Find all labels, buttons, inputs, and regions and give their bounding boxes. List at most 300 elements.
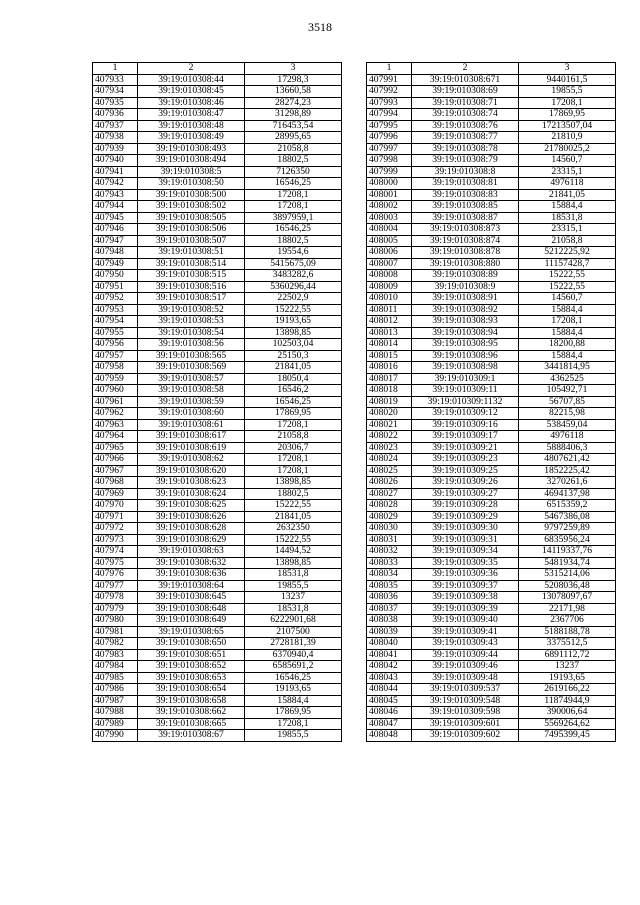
table-row	[367, 465, 616, 477]
cadastral-number-cell: 39:19:010308:62	[138, 454, 245, 466]
table-row	[93, 465, 342, 477]
row-number-cell: 408027	[367, 488, 412, 500]
value-cell: 18802,5	[245, 155, 342, 167]
table-row	[367, 258, 616, 270]
row-number-cell: 408047	[367, 718, 412, 730]
row-number-cell: 407972	[93, 523, 138, 535]
row-number-cell: 407935	[93, 97, 138, 109]
value-cell: 6835956,24	[519, 534, 616, 546]
cadastral-number-cell: 39:19:010309:17	[412, 431, 519, 443]
cadastral-number-cell: 39:19:010308:5	[138, 166, 245, 178]
table-row	[93, 672, 342, 684]
table-row	[93, 212, 342, 224]
table-row	[367, 638, 616, 650]
row-number-cell: 407945	[93, 212, 138, 224]
row-number-cell: 408024	[367, 454, 412, 466]
value-cell: 31298,89	[245, 109, 342, 121]
cadastral-number-cell: 39:19:010308:47	[138, 109, 245, 121]
value-cell: 17208,1	[245, 201, 342, 213]
table-row	[93, 373, 342, 385]
cadastral-number-cell: 39:19:010308:50	[138, 178, 245, 190]
row-number-cell: 407966	[93, 454, 138, 466]
row-number-cell: 408006	[367, 247, 412, 259]
row-number-cell: 407997	[367, 143, 412, 155]
table-row	[367, 339, 616, 351]
row-number-cell: 407946	[93, 224, 138, 236]
column-header-3: 3	[245, 63, 342, 75]
value-cell: 19193,65	[519, 672, 616, 684]
value-cell: 7126350	[245, 166, 342, 178]
row-number-cell: 407961	[93, 396, 138, 408]
value-cell: 15222,55	[245, 534, 342, 546]
row-number-cell: 408044	[367, 684, 412, 696]
cadastral-number-cell: 39:19:010309:598	[412, 707, 519, 719]
value-cell: 3897959,1	[245, 212, 342, 224]
row-number-cell: 408008	[367, 270, 412, 282]
row-number-cell: 408038	[367, 615, 412, 627]
cadastral-number-cell: 39:19:010309:537	[412, 684, 519, 696]
cadastral-number-cell: 39:19:010308:505	[138, 212, 245, 224]
row-number-cell: 408030	[367, 523, 412, 535]
table-header-row	[93, 63, 342, 75]
value-cell: 17869,95	[245, 408, 342, 420]
cadastral-number-cell: 39:19:010308:671	[412, 74, 519, 86]
table-row	[93, 201, 342, 213]
cadastral-number-cell: 39:19:010308:95	[412, 339, 519, 351]
table-row	[367, 86, 616, 98]
table-row	[93, 155, 342, 167]
row-number-cell: 407973	[93, 534, 138, 546]
table-row	[93, 718, 342, 730]
row-number-cell: 407996	[367, 132, 412, 144]
value-cell: 17208,1	[245, 454, 342, 466]
table-row	[367, 224, 616, 236]
row-number-cell: 407963	[93, 419, 138, 431]
row-number-cell: 407975	[93, 557, 138, 569]
cadastral-number-cell: 39:19:010308:632	[138, 557, 245, 569]
row-number-cell: 408026	[367, 477, 412, 489]
value-cell: 1852225,42	[519, 465, 616, 477]
cadastral-number-cell: 39:19:010308:494	[138, 155, 245, 167]
table-row	[367, 178, 616, 190]
value-cell: 23315,1	[519, 224, 616, 236]
value-cell: 7495399,45	[519, 730, 616, 742]
value-cell: 13237	[519, 661, 616, 673]
row-number-cell: 407942	[93, 178, 138, 190]
table-row	[93, 350, 342, 362]
value-cell: 4694137,98	[519, 488, 616, 500]
table-row	[367, 523, 616, 535]
table-row	[367, 362, 616, 374]
value-cell: 21058,8	[245, 431, 342, 443]
cadastral-number-cell: 39:19:010308:60	[138, 408, 245, 420]
row-number-cell: 407970	[93, 500, 138, 512]
cadastral-number-cell: 39:19:010309:37	[412, 580, 519, 592]
row-number-cell: 407959	[93, 373, 138, 385]
cadastral-number-cell: 39:19:010308:49	[138, 132, 245, 144]
value-cell: 5467386,08	[519, 511, 616, 523]
cadastral-number-cell: 39:19:010308:56	[138, 339, 245, 351]
row-number-cell: 408025	[367, 465, 412, 477]
value-cell: 6515359,2	[519, 500, 616, 512]
table-row	[93, 247, 342, 259]
cadastral-number-cell: 39:19:010308:48	[138, 120, 245, 132]
row-number-cell: 407968	[93, 477, 138, 489]
value-cell: 22502,9	[245, 293, 342, 305]
table-row	[93, 408, 342, 420]
cadastral-number-cell: 39:19:010308:98	[412, 362, 519, 374]
cadastral-number-cell: 39:19:010308:83	[412, 189, 519, 201]
cadastral-number-cell: 39:19:010309:29	[412, 511, 519, 523]
table-row	[93, 695, 342, 707]
cadastral-number-cell: 39:19:010308:59	[138, 396, 245, 408]
value-cell: 15222,55	[245, 304, 342, 316]
table-row	[367, 431, 616, 443]
row-number-cell: 407950	[93, 270, 138, 282]
table-row	[93, 362, 342, 374]
cadastral-number-cell: 39:19:010309:38	[412, 592, 519, 604]
row-number-cell: 407989	[93, 718, 138, 730]
table-row	[93, 120, 342, 132]
row-number-cell: 408042	[367, 661, 412, 673]
value-cell: 16546,2	[245, 385, 342, 397]
table-row	[367, 454, 616, 466]
value-cell: 13078097,67	[519, 592, 616, 604]
column-header-2: 2	[138, 63, 245, 75]
cadastral-number-cell: 39:19:010309:41	[412, 626, 519, 638]
row-number-cell: 407985	[93, 672, 138, 684]
table-row	[367, 511, 616, 523]
row-number-cell: 408000	[367, 178, 412, 190]
value-cell: 15884,4	[519, 350, 616, 362]
row-number-cell: 407962	[93, 408, 138, 420]
cadastral-number-cell: 39:19:010309:12	[412, 408, 519, 420]
cadastral-number-cell: 39:19:010308:85	[412, 201, 519, 213]
cadastral-number-cell: 39:19:010308:67	[138, 730, 245, 742]
cadastral-number-cell: 39:19:010308:569	[138, 362, 245, 374]
cadastral-number-cell: 39:19:010308:628	[138, 523, 245, 535]
table-row	[367, 235, 616, 247]
table-row	[367, 649, 616, 661]
value-cell: 5212225,92	[519, 247, 616, 259]
row-number-cell: 408019	[367, 396, 412, 408]
value-cell: 5360296,44	[245, 281, 342, 293]
row-number-cell: 407940	[93, 155, 138, 167]
row-number-cell: 407998	[367, 155, 412, 167]
cadastral-number-cell: 39:19:010308:502	[138, 201, 245, 213]
row-number-cell: 408004	[367, 224, 412, 236]
row-number-cell: 407990	[93, 730, 138, 742]
value-cell: 18802,5	[245, 488, 342, 500]
row-number-cell: 407969	[93, 488, 138, 500]
cadastral-number-cell: 39:19:010308:92	[412, 304, 519, 316]
value-cell: 6222901,68	[245, 615, 342, 627]
table-row	[367, 132, 616, 144]
value-cell: 25150,3	[245, 350, 342, 362]
cadastral-number-cell: 39:19:010308:500	[138, 189, 245, 201]
cadastral-number-cell: 39:19:010308:64	[138, 580, 245, 592]
table-row	[93, 580, 342, 592]
table-row	[93, 603, 342, 615]
table-row	[93, 316, 342, 328]
cadastral-number-cell: 39:19:010309:602	[412, 730, 519, 742]
value-cell: 716453,54	[245, 120, 342, 132]
table-row	[367, 557, 616, 569]
cadastral-number-cell: 39:19:010309:1132	[412, 396, 519, 408]
table-row	[93, 86, 342, 98]
value-cell: 18531,8	[245, 603, 342, 615]
table-row	[93, 454, 342, 466]
value-cell: 17208,1	[519, 97, 616, 109]
table-row	[93, 534, 342, 546]
row-number-cell: 407981	[93, 626, 138, 638]
table-row	[367, 546, 616, 558]
cadastral-number-cell: 39:19:010308:665	[138, 718, 245, 730]
value-cell: 5415675,09	[245, 258, 342, 270]
cadastral-number-cell: 39:19:010308:93	[412, 316, 519, 328]
row-number-cell: 407948	[93, 247, 138, 259]
row-number-cell: 408048	[367, 730, 412, 742]
cadastral-number-cell: 39:19:010308:52	[138, 304, 245, 316]
cadastral-number-cell: 39:19:010309:1	[412, 373, 519, 385]
table-row	[93, 327, 342, 339]
cadastral-number-cell: 39:19:010308:645	[138, 592, 245, 604]
row-number-cell: 408022	[367, 431, 412, 443]
cadastral-number-cell: 39:19:010308:878	[412, 247, 519, 259]
value-cell: 19855,5	[245, 580, 342, 592]
cadastral-number-cell: 39:19:010309:23	[412, 454, 519, 466]
table-row	[367, 684, 616, 696]
value-cell: 4976118	[519, 431, 616, 443]
cadastral-number-cell: 39:19:010308:53	[138, 316, 245, 328]
row-number-cell: 407991	[367, 74, 412, 86]
cadastral-number-cell: 39:19:010309:26	[412, 477, 519, 489]
row-number-cell: 407977	[93, 580, 138, 592]
page-number: 3518	[308, 20, 332, 34]
value-cell: 16546,25	[245, 224, 342, 236]
row-number-cell: 407999	[367, 166, 412, 178]
table-row	[367, 166, 616, 178]
value-cell: 18531,8	[519, 212, 616, 224]
cadastral-number-cell: 39:19:010308:9	[412, 281, 519, 293]
cadastral-number-cell: 39:19:010309:16	[412, 419, 519, 431]
table-row	[93, 189, 342, 201]
table-row	[93, 638, 342, 650]
value-cell: 15884,4	[519, 304, 616, 316]
cadastral-number-cell: 39:19:010309:35	[412, 557, 519, 569]
value-cell: 538459,04	[519, 419, 616, 431]
row-number-cell: 408046	[367, 707, 412, 719]
cadastral-number-cell: 39:19:010308:625	[138, 500, 245, 512]
value-cell: 2367706	[519, 615, 616, 627]
row-number-cell: 408039	[367, 626, 412, 638]
value-cell: 9797259,89	[519, 523, 616, 535]
cadastral-number-cell: 39:19:010308:46	[138, 97, 245, 109]
cadastral-number-cell: 39:19:010309:601	[412, 718, 519, 730]
cadastral-number-cell: 39:19:010309:34	[412, 546, 519, 558]
row-number-cell: 407953	[93, 304, 138, 316]
table-row	[93, 649, 342, 661]
table-row	[367, 603, 616, 615]
row-number-cell: 407976	[93, 569, 138, 581]
table-row	[367, 534, 616, 546]
value-cell: 17213507,04	[519, 120, 616, 132]
table-row	[367, 327, 616, 339]
row-number-cell: 407934	[93, 86, 138, 98]
cadastral-number-cell: 39:19:010308:648	[138, 603, 245, 615]
cadastral-number-cell: 39:19:010308:506	[138, 224, 245, 236]
table-row	[367, 626, 616, 638]
table-row	[367, 730, 616, 742]
table-row	[93, 270, 342, 282]
cadastral-number-cell: 39:19:010308:44	[138, 74, 245, 86]
value-cell: 19193,65	[245, 684, 342, 696]
value-cell: 5481934,74	[519, 557, 616, 569]
value-cell: 15222,55	[245, 500, 342, 512]
cadastral-number-cell: 39:19:010308:76	[412, 120, 519, 132]
cadastral-number-cell: 39:19:010309:44	[412, 649, 519, 661]
cadastral-number-cell: 39:19:010308:662	[138, 707, 245, 719]
cadastral-number-cell: 39:19:010308:619	[138, 442, 245, 454]
cadastral-number-cell: 39:19:010308:649	[138, 615, 245, 627]
table-row	[93, 523, 342, 535]
cadastral-number-cell: 39:19:010308:54	[138, 327, 245, 339]
value-cell: 13237	[245, 592, 342, 604]
cadastral-number-cell: 39:19:010308:69	[412, 86, 519, 98]
column-header-2: 2	[412, 63, 519, 75]
value-cell: 16546,25	[245, 178, 342, 190]
value-cell: 3375512,5	[519, 638, 616, 650]
row-number-cell: 407982	[93, 638, 138, 650]
cadastral-number-cell: 39:19:010309:46	[412, 661, 519, 673]
table-row	[93, 258, 342, 270]
value-cell: 17208,1	[519, 316, 616, 328]
table-row	[93, 281, 342, 293]
cadastral-number-cell: 39:19:010308:623	[138, 477, 245, 489]
table-header-row	[367, 63, 616, 75]
table-row	[93, 615, 342, 627]
registry-table-left	[92, 62, 342, 742]
value-cell: 18802,5	[245, 235, 342, 247]
value-cell: 9440161,5	[519, 74, 616, 86]
value-cell: 19855,5	[245, 730, 342, 742]
value-cell: 17208,1	[245, 189, 342, 201]
value-cell: 2619166,22	[519, 684, 616, 696]
cadastral-number-cell: 39:19:010308:653	[138, 672, 245, 684]
table-row	[93, 511, 342, 523]
table-row	[93, 109, 342, 121]
column-header-3: 3	[519, 63, 616, 75]
cadastral-number-cell: 39:19:010308:624	[138, 488, 245, 500]
value-cell: 4362525	[519, 373, 616, 385]
cadastral-number-cell: 39:19:010308:650	[138, 638, 245, 650]
table-row	[93, 339, 342, 351]
value-cell: 3483282,6	[245, 270, 342, 282]
value-cell: 2632350	[245, 523, 342, 535]
row-number-cell: 408005	[367, 235, 412, 247]
row-number-cell: 408034	[367, 569, 412, 581]
table-row	[367, 97, 616, 109]
row-number-cell: 408028	[367, 500, 412, 512]
table-row	[367, 155, 616, 167]
table-row	[367, 189, 616, 201]
value-cell: 28274,23	[245, 97, 342, 109]
value-cell: 13898,85	[245, 327, 342, 339]
cadastral-number-cell: 39:19:010309:27	[412, 488, 519, 500]
table-row	[367, 201, 616, 213]
value-cell: 3441814,95	[519, 362, 616, 374]
value-cell: 6585691,2	[245, 661, 342, 673]
value-cell: 21810,9	[519, 132, 616, 144]
cadastral-number-cell: 39:19:010308:626	[138, 511, 245, 523]
value-cell: 17208,1	[245, 419, 342, 431]
row-number-cell: 407974	[93, 546, 138, 558]
table-row	[93, 385, 342, 397]
value-cell: 19193,65	[245, 316, 342, 328]
value-cell: 56707,85	[519, 396, 616, 408]
table-row	[93, 730, 342, 742]
cadastral-number-cell: 39:19:010308:91	[412, 293, 519, 305]
row-number-cell: 407987	[93, 695, 138, 707]
value-cell: 13898,85	[245, 477, 342, 489]
value-cell: 28995,65	[245, 132, 342, 144]
row-number-cell: 407941	[93, 166, 138, 178]
cadastral-number-cell: 39:19:010308:96	[412, 350, 519, 362]
cadastral-number-cell: 39:19:010309:36	[412, 569, 519, 581]
value-cell: 21780025,2	[519, 143, 616, 155]
value-cell: 17869,95	[519, 109, 616, 121]
value-cell: 17869,95	[245, 707, 342, 719]
column-header-1: 1	[93, 63, 138, 75]
cadastral-number-cell: 39:19:010308:79	[412, 155, 519, 167]
table-row	[367, 408, 616, 420]
row-number-cell: 408014	[367, 339, 412, 351]
cadastral-number-cell: 39:19:010308:514	[138, 258, 245, 270]
row-number-cell: 407944	[93, 201, 138, 213]
row-number-cell: 408010	[367, 293, 412, 305]
column-header-1: 1	[367, 63, 412, 75]
cadastral-number-cell: 39:19:010308:516	[138, 281, 245, 293]
table-row	[367, 74, 616, 86]
value-cell: 5315214,06	[519, 569, 616, 581]
table-row	[93, 224, 342, 236]
cadastral-number-cell: 39:19:010308:71	[412, 97, 519, 109]
table-row	[367, 270, 616, 282]
value-cell: 15884,4	[519, 327, 616, 339]
cadastral-number-cell: 39:19:010308:507	[138, 235, 245, 247]
value-cell: 16546,25	[245, 396, 342, 408]
value-cell: 21841,05	[519, 189, 616, 201]
table-row	[367, 580, 616, 592]
value-cell: 13660,58	[245, 86, 342, 98]
cadastral-number-cell: 39:19:010309:30	[412, 523, 519, 535]
value-cell: 4976118	[519, 178, 616, 190]
cadastral-number-cell: 39:19:010308:78	[412, 143, 519, 155]
cadastral-number-cell: 39:19:010309:11	[412, 385, 519, 397]
table-row	[367, 396, 616, 408]
table-row	[93, 661, 342, 673]
table-row	[367, 316, 616, 328]
row-number-cell: 407936	[93, 109, 138, 121]
cadastral-number-cell: 39:19:010308:620	[138, 465, 245, 477]
cadastral-number-cell: 39:19:010308:57	[138, 373, 245, 385]
row-number-cell: 408020	[367, 408, 412, 420]
table-row	[93, 626, 342, 638]
row-number-cell: 407957	[93, 350, 138, 362]
row-number-cell: 408041	[367, 649, 412, 661]
table-row	[367, 488, 616, 500]
row-number-cell: 407943	[93, 189, 138, 201]
